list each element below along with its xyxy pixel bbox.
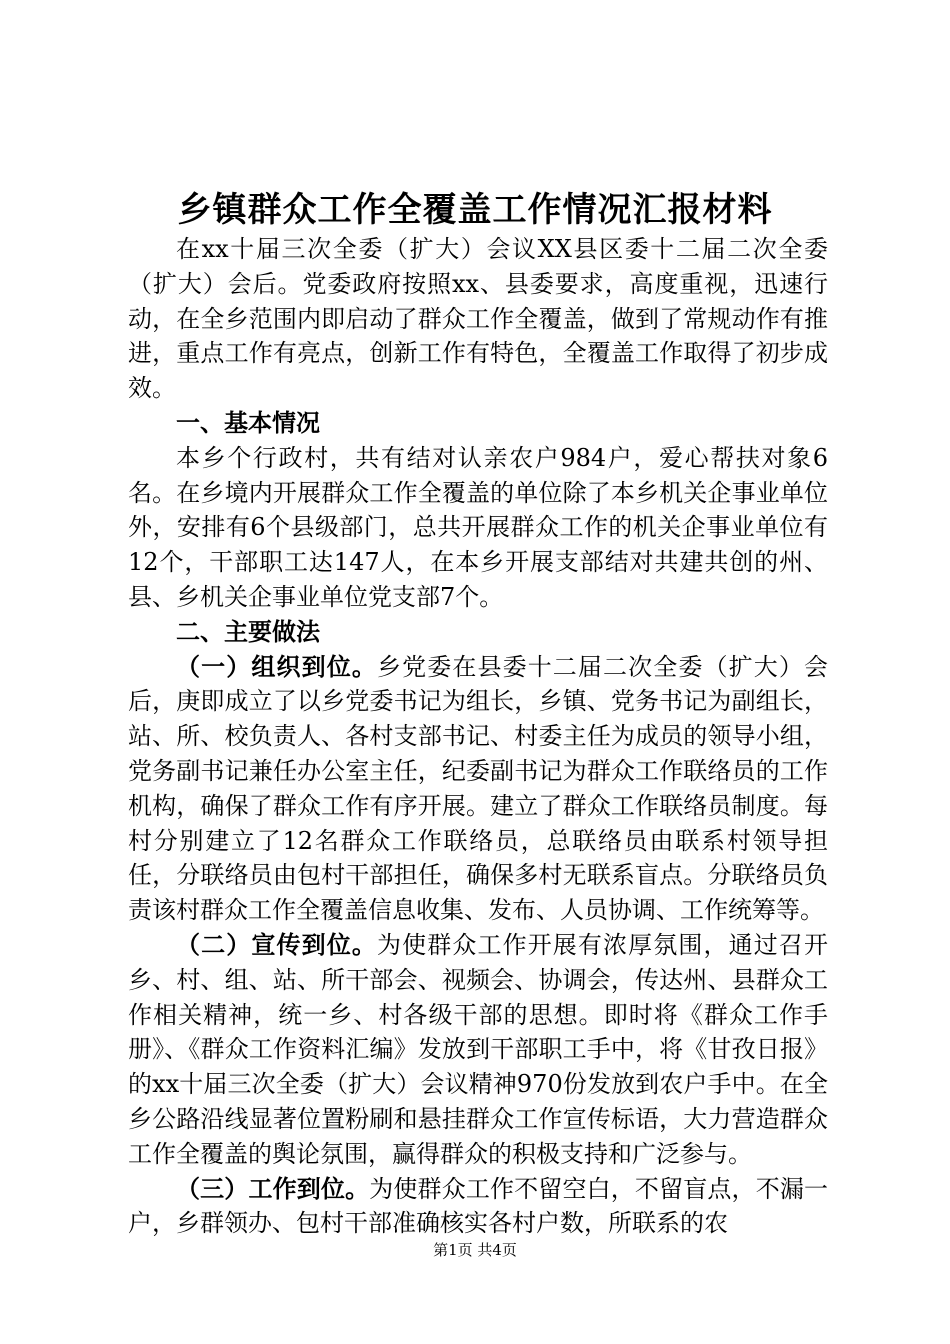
practice-text-publicity: 为使群众工作开展有浓厚氛围，通过召开乡、村、组、站、所干部会、视频会、协调会，传达州、县群众工作相关精神，统一乡、村各级干部的思想。即时将《群众工作手册》、《群众工作资料汇编》发放到干部职工手中，将《甘孜日报》的xx十届三次全委（扩大）会议精神970份发放到农户手中。在全乡公路沿线显著位置粉刷和悬挂群众工作宣传标语，大力营造群众工作全覆盖的舆论氛围，赢得群众的积极支持和广泛参与。 [128,930,829,1168]
practice-paragraph-publicity [128,928,828,1172]
practice-lead-publicity: （二）宣传到位。 [176,930,377,959]
section-heading-basic-situation: 一、基本情况 [176,408,320,437]
practice-lead-organization: （一）组织到位。 [176,652,377,681]
practice-text-organization: 乡党委在县委十二届二次全委（扩大）会后，庚即成立了以乡党委书记为组长，乡镇、党务书记为副组长，站、所、校负责人、各村支部书记、村委主任为成员的领导小组，党务副书记兼任办公室主任，纪委副书记为群众工作联络员的工作机构，确保了群众工作有序开展。建立了群众工作联络员制度。每村分别建立了12名群众工作联络员，总联络员由联系村领导担任，分联络员由包村干部担任，确保多村无联系盲点。分联络员负责该村群众工作全覆盖信息收集、发布、人员协调、工作统筹等。 [128,652,829,925]
practice-paragraph-work [128,1172,828,1242]
document-body [128,232,828,1241]
document-title: 乡镇群众工作全覆盖工作情况汇报材料 [177,190,773,230]
intro-paragraph: 在xx十届三次全委（扩大）会议XX县区委十二届二次全委（扩大）会后。党委政府按照xx、县委要求，高度重视，迅速行动，在全乡范围内即启动了群众工作全覆盖，做到了常规动作有推进，重点工作有亮点，创新工作有特色，全覆盖工作取得了初步成效。 [128,235,828,403]
page-number-footer: 第1页 共4页 [433,1241,517,1259]
practice-lead-work: （三）工作到位。 [176,1174,370,1203]
practice-text-work: 为使群众工作不留空白，不留盲点，不漏一户，乡群领办、包村干部准确核实各村户数，所联系的农 [128,1174,829,1238]
basic-situation-paragraph: 本乡个行政村，共有结对认亲农户984户，爱心帮扶对象6名。在乡境内开展群众工作全覆盖的单位除了本乡机关企事业单位外，安排有6个县级部门，总共开展群众工作的机关企事业单位有12个，干部职工达147人，在本乡开展支部结对共建共创的州、县、乡机关企事业单位党支部7个。 [128,443,828,611]
section-heading-main-practices: 二、主要做法 [176,617,320,646]
practice-paragraph-organization [128,650,828,928]
